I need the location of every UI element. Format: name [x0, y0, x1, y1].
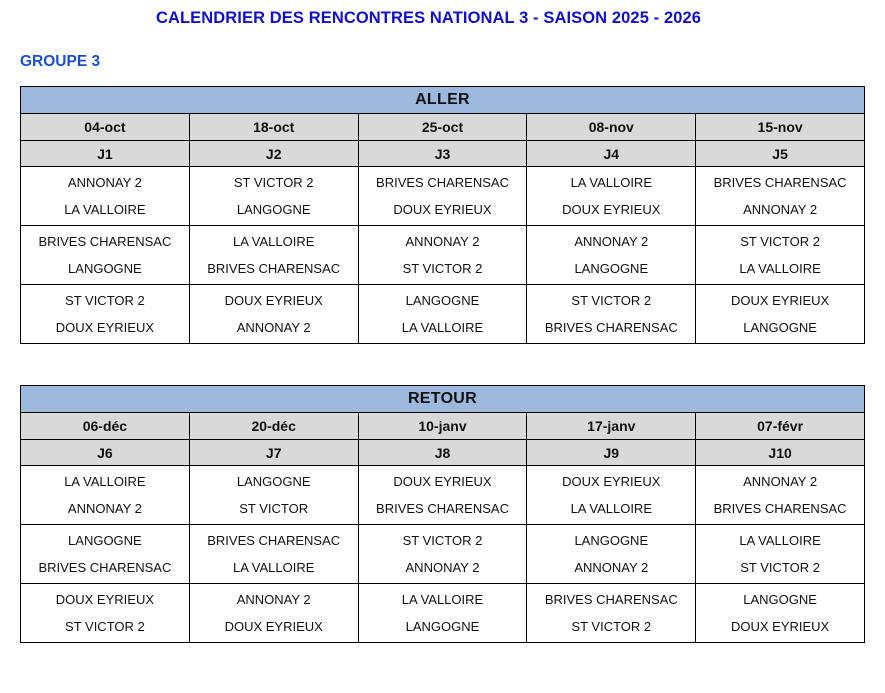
away-team: ANNONAY 2	[189, 314, 358, 344]
match-away-row	[21, 314, 865, 344]
away-team: ANNONAY 2	[21, 495, 190, 525]
home-team: BRIVES CHARENSAC	[189, 525, 358, 555]
date-row	[21, 413, 865, 440]
home-team: ST VICTOR 2	[696, 226, 865, 256]
home-team: BRIVES CHARENSAC	[358, 167, 527, 197]
schedule-table-retour	[20, 385, 865, 643]
home-team: LA VALLOIRE	[696, 525, 865, 555]
block-spacer	[0, 344, 885, 370]
away-team: ANNONAY 2	[527, 554, 696, 584]
away-team: LA VALLOIRE	[21, 196, 190, 226]
home-team: ST VICTOR 2	[527, 285, 696, 315]
date-cell: 15-nov	[696, 114, 865, 141]
away-team: LANGOGNE	[189, 196, 358, 226]
round-cell: J8	[358, 440, 527, 466]
round-cell: J10	[696, 440, 865, 466]
phase-row	[21, 87, 865, 114]
home-team: LA VALLOIRE	[527, 167, 696, 197]
round-cell: J1	[21, 141, 190, 167]
away-team: LA VALLOIRE	[189, 554, 358, 584]
home-team: ANNONAY 2	[189, 584, 358, 614]
away-team: LANGOGNE	[527, 255, 696, 285]
home-team: LA VALLOIRE	[21, 466, 190, 496]
date-cell: 04-oct	[21, 114, 190, 141]
date-cell: 10-janv	[358, 413, 527, 440]
home-team: ANNONAY 2	[696, 466, 865, 496]
group-title: GROUPE 3	[20, 53, 101, 70]
home-team: ST VICTOR 2	[189, 167, 358, 197]
date-cell: 18-oct	[189, 114, 358, 141]
home-team: DOUX EYRIEUX	[189, 285, 358, 315]
away-team: DOUX EYRIEUX	[527, 196, 696, 226]
away-team: ST VICTOR	[189, 495, 358, 525]
away-team: DOUX EYRIEUX	[21, 314, 190, 344]
round-row	[21, 440, 865, 466]
home-team: DOUX EYRIEUX	[21, 584, 190, 614]
home-team: LANGOGNE	[527, 525, 696, 555]
home-team: LANGOGNE	[358, 285, 527, 315]
match-away-row	[21, 255, 865, 285]
away-team: LA VALLOIRE	[527, 495, 696, 525]
away-team: ST VICTOR 2	[21, 613, 190, 643]
page-title: CALENDRIER DES RENCONTRES NATIONAL 3 - SAISON 2025 - 2026	[155, 9, 702, 27]
match-home-row	[21, 466, 865, 496]
home-team: LANGOGNE	[696, 584, 865, 614]
date-cell: 06-déc	[21, 413, 190, 440]
away-team: DOUX EYRIEUX	[189, 613, 358, 643]
schedule-table-aller	[20, 86, 865, 344]
home-team: ANNONAY 2	[527, 226, 696, 256]
match-home-row	[21, 285, 865, 315]
phase-label-aller: ALLER	[21, 87, 865, 114]
away-team: BRIVES CHARENSAC	[189, 255, 358, 285]
away-team: LANGOGNE	[696, 314, 865, 344]
match-home-row	[21, 167, 865, 197]
away-team: BRIVES CHARENSAC	[527, 314, 696, 344]
match-home-row	[21, 226, 865, 256]
away-team: LA VALLOIRE	[358, 314, 527, 344]
round-cell: J2	[189, 141, 358, 167]
away-team: LANGOGNE	[21, 255, 190, 285]
away-team: DOUX EYRIEUX	[358, 196, 527, 226]
away-team: DOUX EYRIEUX	[696, 613, 865, 643]
date-cell: 20-déc	[189, 413, 358, 440]
match-home-row	[21, 584, 865, 614]
match-home-row	[21, 525, 865, 555]
home-team: ANNONAY 2	[358, 226, 527, 256]
date-cell: 25-oct	[358, 114, 527, 141]
round-cell: J9	[527, 440, 696, 466]
home-team: ST VICTOR 2	[358, 525, 527, 555]
round-cell: J7	[189, 440, 358, 466]
match-away-row	[21, 495, 865, 525]
phase-row	[21, 386, 865, 413]
match-away-row	[21, 196, 865, 226]
away-team: ST VICTOR 2	[527, 613, 696, 643]
home-team: LA VALLOIRE	[189, 226, 358, 256]
home-team: BRIVES CHARENSAC	[696, 167, 865, 197]
away-team: LA VALLOIRE	[696, 255, 865, 285]
round-cell: J6	[21, 440, 190, 466]
match-away-row	[21, 613, 865, 643]
home-team: ANNONAY 2	[21, 167, 190, 197]
away-team: BRIVES CHARENSAC	[696, 495, 865, 525]
home-team: DOUX EYRIEUX	[696, 285, 865, 315]
away-team: BRIVES CHARENSAC	[358, 495, 527, 525]
date-cell: 08-nov	[527, 114, 696, 141]
round-row	[21, 141, 865, 167]
round-cell: J5	[696, 141, 865, 167]
away-team: ANNONAY 2	[696, 196, 865, 226]
away-team: ANNONAY 2	[358, 554, 527, 584]
round-cell: J4	[527, 141, 696, 167]
home-team: LANGOGNE	[21, 525, 190, 555]
home-team: DOUX EYRIEUX	[358, 466, 527, 496]
date-row	[21, 114, 865, 141]
match-away-row	[21, 554, 865, 584]
round-cell: J3	[358, 141, 527, 167]
home-team: LA VALLOIRE	[358, 584, 527, 614]
home-team: BRIVES CHARENSAC	[527, 584, 696, 614]
away-team: ST VICTOR 2	[696, 554, 865, 584]
home-team: BRIVES CHARENSAC	[21, 226, 190, 256]
home-team: ST VICTOR 2	[21, 285, 190, 315]
date-cell: 17-janv	[527, 413, 696, 440]
away-team: ST VICTOR 2	[358, 255, 527, 285]
home-team: LANGOGNE	[189, 466, 358, 496]
date-cell: 07-févr	[696, 413, 865, 440]
away-team: BRIVES CHARENSAC	[21, 554, 190, 584]
phase-label-retour: RETOUR	[21, 386, 865, 413]
home-team: DOUX EYRIEUX	[527, 466, 696, 496]
away-team: LANGOGNE	[358, 613, 527, 643]
